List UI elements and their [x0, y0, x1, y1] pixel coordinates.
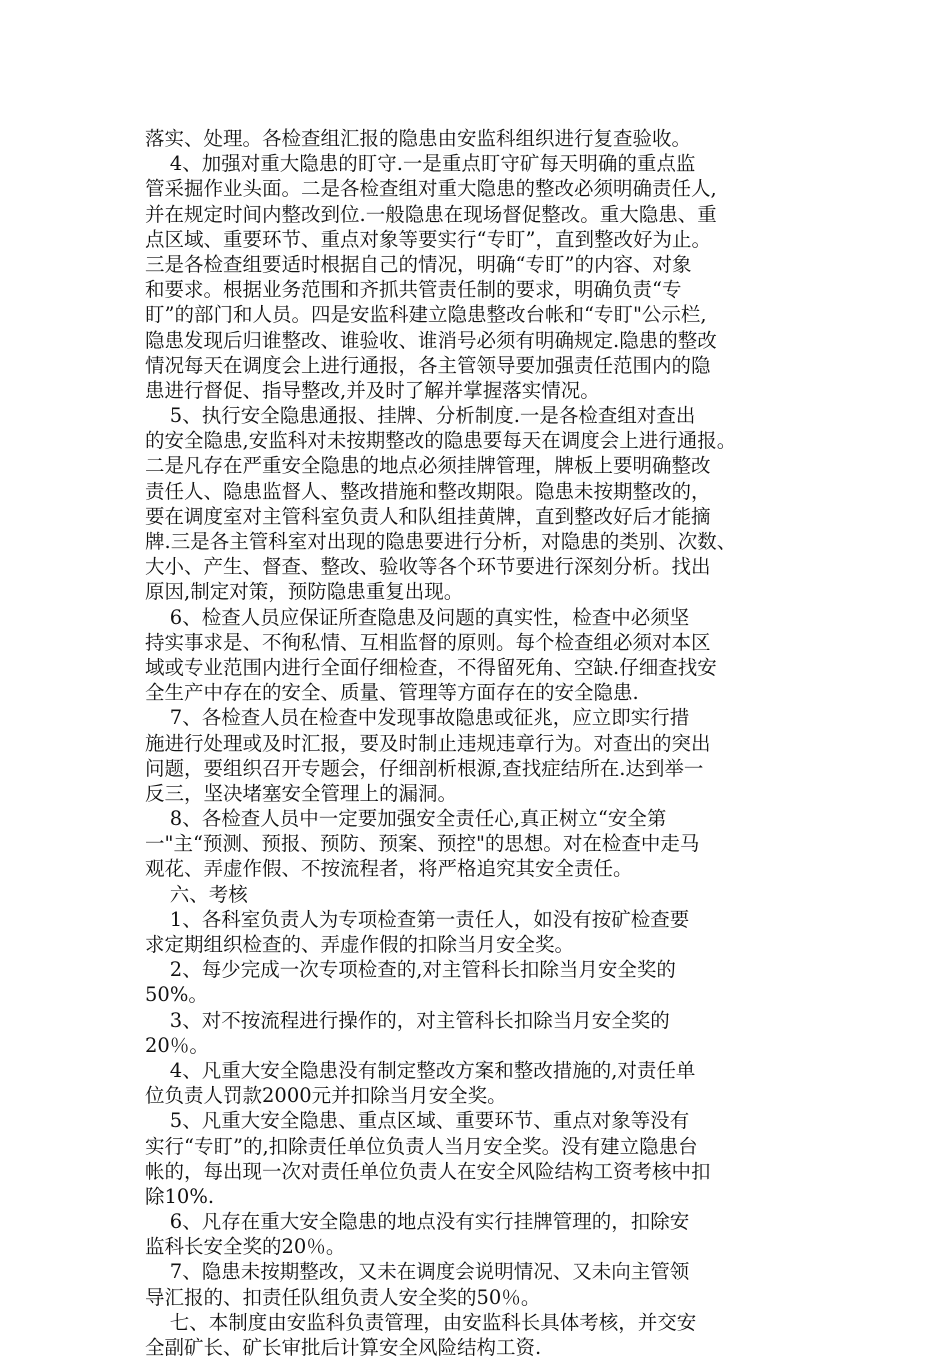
- text-line: 50%。: [145, 983, 208, 1007]
- text-line: 原因,制定对策，预防隐患重复出现。: [145, 580, 464, 604]
- text-line: 二是凡存在严重安全隐患的地点必须挂牌管理，牌板上要明确整改: [145, 454, 711, 478]
- text-line: 求定期组织检查的、弄虚作假的扣除当月安全奖。: [145, 933, 575, 956]
- text-line: 大小、产生、督查、整改、验收等各个环节要进行深刻分析。找出: [145, 555, 711, 579]
- text-line: 5、凡重大安全隐患、重点区域、重要环节、重点对象等没有: [145, 1109, 690, 1133]
- text-line: 7、各检查人员在检查中发现事故隐患或征兆，应立即实行措: [145, 706, 690, 730]
- text-line: 施进行处理或及时汇报，要及时制止违规违章行为。对查出的突出: [145, 731, 711, 755]
- text-line: 全生产中存在的安全、质量、管理等方面存在的安全隐患.: [145, 681, 639, 705]
- text-line: 七、本制度由安监科负责管理，由安监科长具体考核，并交安: [145, 1310, 697, 1334]
- text-line: 要在调度室对主管科室负责人和队组挂黄牌，直到整改好后才能摘: [145, 504, 711, 528]
- text-line: 4、凡重大安全隐患没有制定整改方案和整改措施的,对责任单: [145, 1058, 696, 1082]
- text-line: 并在规定时间内整改到位.一般隐患在现场督促整改。重大隐患、重: [145, 202, 717, 226]
- text-line: 落实、处理。各检查组汇报的隐患由安监科组织进行复查验收。: [145, 127, 692, 150]
- text-line: 位负责人罚款2000元并扣除当月安全奖。: [145, 1084, 507, 1108]
- text-line: 观花、弄虚作假、不按流程者，将严格追究其安全责任。: [145, 857, 633, 881]
- text-line: 6、检查人员应保证所查隐患及问题的真实性，检查中必须坚: [145, 605, 690, 629]
- text-line: 4、加强对重大隐患的盯守.一是重点盯守矿每天明确的重点监: [145, 152, 696, 176]
- text-line: 导汇报的、扣责任队组负责人安全奖的50％。: [145, 1285, 541, 1309]
- text-line: 监科长安全奖的20％。: [145, 1235, 346, 1259]
- text-line: 域或专业范围内进行全面仔细检查，不得留死角、空缺.仔细查找安: [145, 655, 717, 679]
- text-line: 牌.三是各主管科室对出现的隐患要进行分析，对隐患的类别、次数、: [145, 530, 737, 553]
- text-line: 问题，要组织召开专题会，仔细剖析根源,查找症结所在.达到举一: [145, 756, 704, 780]
- text-line: 8、各检查人员中一定要加强安全责任心,真正树立“安全第: [145, 807, 667, 831]
- text-line: 全副矿长、矿长审批后计算安全风险结构工资.: [145, 1336, 542, 1359]
- text-line: 6、凡存在重大安全隐患的地点没有实行挂牌管理的，扣除安: [145, 1210, 690, 1234]
- document-body: [145, 126, 815, 1360]
- text-line: 反三，坚决堵塞安全管理上的漏洞。: [145, 781, 458, 805]
- text-line: 1、各科室负责人为专项检查第一责任人，如没有按矿检查要: [145, 907, 690, 931]
- text-line: 责任人、隐患监督人、整改措施和整改期限。隐患未按期整改的，: [145, 479, 711, 503]
- text-line: 的安全隐患,安监科对未按期整改的隐患要每天在调度会上进行通报。: [145, 429, 737, 453]
- text-line: 六、考核: [145, 882, 248, 906]
- text-line: 7、隐患未按期整改，又未在调度会说明情况、又未向主管领: [145, 1260, 690, 1284]
- text-line: 盯”的部门和人员。四是安监科建立隐患整改台帐和“专盯"公示栏,: [145, 303, 707, 327]
- text-line: 三是各检查组要适时根据自己的情况，明确“专盯”的内容、对象: [145, 252, 692, 276]
- text-line: 实行“专盯”的,扣除责任单位负责人当月安全奖。没有建立隐患台: [145, 1134, 698, 1158]
- text-line: 3、对不按流程进行操作的，对主管科长扣除当月安全奖的: [145, 1008, 670, 1032]
- text-line: 患进行督促、指导整改,并及时了解并掌握落实情况。: [145, 378, 600, 402]
- text-line: 点区域、重要环节、重点对象等要实行“专盯”，直到整改好为止。: [145, 227, 711, 251]
- text-line: 隐患发现后归谁整改、谁验收、谁消号必须有明确规定.隐患的整改: [145, 328, 717, 352]
- text-line: 除10%.: [145, 1184, 215, 1208]
- text-line: 管采掘作业头面。二是各检查组对重大隐患的整改必须明确责任人,: [145, 177, 717, 201]
- text-line: 和要求。根据业务范围和齐抓共管责任制的要求，明确负责“专: [145, 278, 682, 302]
- text-line: 一"主“预测、预报、预防、预案、预控"的思想。对在检查中走马: [145, 832, 700, 856]
- text-line: 2、每少完成一次专项检查的,对主管科长扣除当月安全奖的: [145, 958, 676, 982]
- text-line: 20％。: [145, 1033, 209, 1057]
- text-line: 帐的，每出现一次对责任单位负责人在安全风险结构工资考核中扣: [145, 1159, 711, 1183]
- text-line: 情况每天在调度会上进行通报，各主管领导要加强责任范围内的隐: [145, 353, 711, 377]
- text-line: 持实事求是、不徇私情、互相监督的原则。每个检查组必须对本区: [145, 630, 711, 654]
- text-line: 5、执行安全隐患通报、挂牌、分析制度.一是各检查组对查出: [145, 404, 696, 428]
